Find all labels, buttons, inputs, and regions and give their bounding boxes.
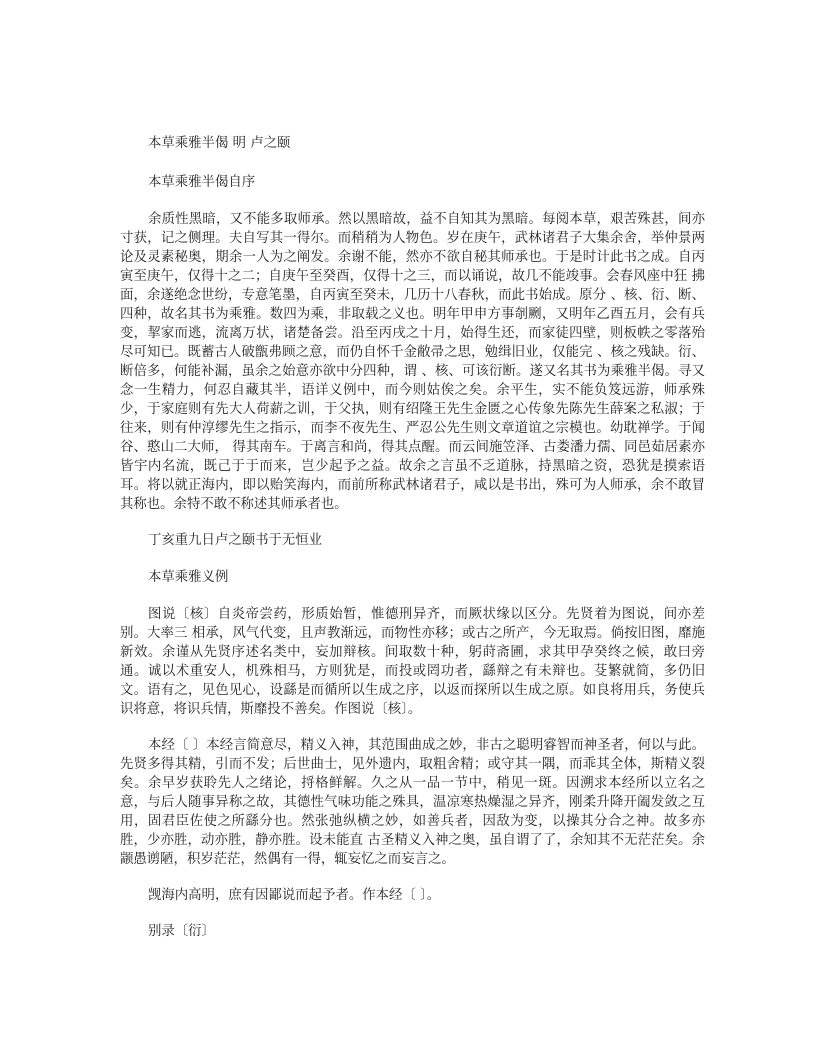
document-body [120, 134, 705, 958]
rules-paragraph-classic: 本经〔 〕本经言简意尽，精义入神，其范围曲成之妙，非古之聪明睿智而神圣者，何以与此。先贤多得其精，引而不发；后世曲士，见外遗内，取粗舍精；或守其一隅，而乖其全体，斯精义裂矣。余早岁获聆先人之绪论，捋格鲜解。久之从一品一节中，稍见一斑。因溯求本经所以立名之意，与后人随事异称之故，其德性气味功能之殊具，温凉寒热燥湿之异齐，刚柔升降开阖发敛之互用，固君臣佐使之所繇分也。然张弛纵横之妙，如善兵者，因敌为变，以操其分合之神。故多亦胜，少亦胜，动亦胜，静亦胜。设未能直 古圣精义入神之奥，虽自谓了了，余知其不无茫茫矣。余颛愚谫陋，积岁茫茫，然偶有一得，辄妄忆之而妄言之。 [120, 738, 705, 867]
rules-paragraph-illustrations: 图说〔核〕自炎帝尝药，形质始暂，惟德刑异齐，而厥状缘以区分。先贤着为图说，间亦差别。大率三 相承，风气代变，且声教渐远，而物性亦移；或古之所产，今无取焉。倘按旧图，靡施新效。余谨从先贤序述名类中，妄加辩核。间取数十种，躬莳斋圃，求其甲孕癸终之候，敢曰旁通。诚以术重安人，机殊相马，方则犹是，而投或罔功者，繇辩之有未辩也。芟繁就简，多仍旧文。语有之，见色见心，设繇是而循所以生成之序，以返而探所以生成之原。如良将用兵，务使兵识将意，将识兵情，斯靡投不善矣。作图说〔核〕。 [120, 607, 705, 717]
book-title: 本草乘雅半偈 明 卢之颐 [148, 136, 291, 151]
preface-heading: 本草乘雅半偈自序 [148, 175, 256, 190]
rules-heading: 本草乘雅义例 [148, 570, 229, 585]
rules-paragraph-appendix: 别录〔衍〕 [148, 924, 215, 939]
rules-paragraph-closing: 觊海内高明，庶有因鄙说而起予者。作本经〔 〕。 [148, 888, 441, 903]
preface-signature: 丁亥重九日卢之颐书于无恒业 [148, 533, 323, 548]
preface-paragraph: 余质性黑暗，又不能多取师承。然以黑暗故，益不自知其为黑暗。每阅本草，艰苦殊甚，间亦寸获，记之侧理。夫自写其一得尔。而稍稍为人物色。岁在庚午，武林诸君子大集余舍，举仲景两论及灵素秘奥，期余一人为之阐发。余谢不能，然亦不欲自秘其师承也。于是时计此书之成。自丙寅至庚午，仅得十之二；自庚午至癸酉，仅得十之三，而以诵说，故几不能竣事。会春风座中狂 拂面，余遂绝念世纷，专意笔墨，自丙寅至癸未，几历十八春秋，而此书始成。原分 、核、衍、断、四种，故名其书为乘雅。数四为乘，非取载之义也。明年甲申方事剞劂，又明年乙酉五月，会有兵变，挈家而逃，流离万状，诸楚备尝。沿至丙戌之十月，始得生还，而家徒四壁，则板帙之零落殆尽可知已。既蓄古人破甑弗顾之意，而仍自怀千金敝帚之思，勉缉旧业，仅能完 、核之残缺。衍、断倍多，何能补漏，虽余之始意亦欲中分四种，谓 、核、可该衍断。遂又名其书为乘雅半偈。寻又念一生精力，何忍自藏其半，语详义例中，而今则姑俟之矣。余平生，实不能负笈远游，师承殊少，于家庭则有先大人荷薪之训，于父执，则有绍隆王先生金匮之心传象先陈先生薛案之私淑；于往来，则有仲淳缪先生之指示，而李不夜先生、严忍公先生则文章道谊之宗模也。幼耽禅学。于闻谷、憨山二大师， 得其南车。于离言和尚，得其点醒。而云间施笠泽、古娄潘力孺、同邑茹居素亦皆宇内名流，既己于于而来，岂少起予之益。故余之言虽不乏道脉，持黑暗之资，恐犹是摸索语耳。将以就正海内，即以贻笑海内，而前所称武林诸君子，咸以是书出，殊可为人师承，余不敢冒其称也。余特不敢不称述其师承者也。 [120, 212, 705, 512]
